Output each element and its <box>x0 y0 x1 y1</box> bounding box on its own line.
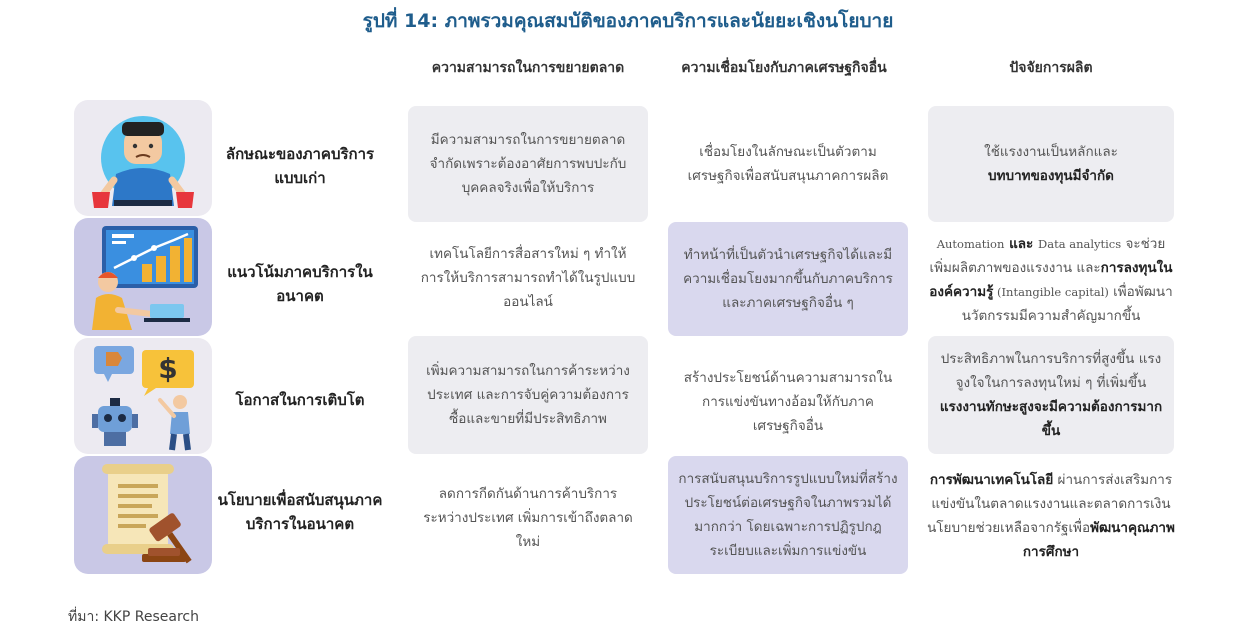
service-worker-icon <box>74 100 212 216</box>
column-header-linkage: ความเชื่อมโยงกับภาคเศรษฐกิจอื่น <box>681 60 887 76</box>
row-label-growth-opportunity: โอกาสในการเติบโต <box>235 391 365 409</box>
cell-text-rich <box>926 468 1176 564</box>
column-header-production: ปัจจัยการผลิต <box>1009 60 1093 76</box>
cell-text: การสนับสนุนบริการรูปแบบใหม่ที่สร้างประโยชน์ต่อเศรษฐกิจในภาพรวมได้มากกว่า โดยเฉพาะการปฏิรูปกฎระเบียบและเพิ่มการแข่งขัน <box>678 471 898 559</box>
cell-old-market <box>408 106 648 222</box>
cell-text-bold: การลงทุนในองค์ความรู้ <box>929 260 1173 300</box>
row-label-future-trend: แนวโน้มภาคบริการในอนาคต <box>227 263 373 305</box>
row-label-policy: นโยบายเพื่อสนับสนุนภาคบริการในอนาคต <box>217 491 383 533</box>
cell-future-market <box>408 232 648 324</box>
cell-term: Automation <box>936 237 1005 251</box>
cell-text-bold: บทบาทของทุนมีจำกัด <box>988 168 1114 184</box>
cell-future-production <box>922 226 1180 334</box>
cell-policy-market <box>408 472 648 564</box>
cell-text: เพิ่มความสามารถในการค้าระหว่างประเทศ และการจับคู่ความต้องการซื้อและขายที่มีประสิทธิภาพ <box>426 363 630 427</box>
cell-text: ทำหน้าที่เป็นตัวนำเศรษฐกิจได้และมีความเชื่อมโยงมากขึ้นกับภาคบริการและภาคเศรษฐกิจอื่น ๆ <box>683 247 893 311</box>
cell-text: ใช้แรงงานเป็นหลักและ <box>984 144 1118 160</box>
cell-text: เชื่อมโยงในลักษณะเป็นตัวตามเศรษฐกิจเพื่อสนับสนุนภาคการผลิต <box>687 144 889 184</box>
cell-text: ลดการกีดกันด้านการค้าบริการระหว่างประเทศ เพิ่มการเข้าถึงตลาดใหม่ <box>423 486 633 550</box>
cell-text-rich <box>926 232 1176 328</box>
cell-text: สร้างประโยชน์ด้านความสามารถในการแข่งขันทางอ้อมให้กับภาคเศรษฐกิจอื่น <box>683 370 893 434</box>
cell-growth-linkage <box>668 356 908 448</box>
cell-growth-production <box>928 336 1174 454</box>
cell-old-production <box>928 106 1174 222</box>
cell-text: ประสิทธิภาพในการบริการที่สูงขึ้น แรงจูงใจในการลงทุนใหม่ ๆ ที่เพิ่มขึ้น <box>940 351 1162 391</box>
cell-conj: และ <box>1004 236 1038 252</box>
cell-text-bold: การพัฒนาเทคโนโลยี <box>929 472 1054 488</box>
policy-gavel-icon <box>74 456 212 574</box>
cell-growth-market <box>408 336 648 454</box>
svg-text:$: $ <box>158 352 178 385</box>
cell-text: เทคโนโลยีการสื่อสารใหม่ ๆ ทำให้การให้บริการสามารถทำได้ในรูปแบบออนไลน์ <box>420 246 636 310</box>
cell-term: Data analytics <box>1038 237 1122 251</box>
cell-term: (Intangible capital) <box>993 285 1109 299</box>
cell-text-bold: แรงงานทักษะสูงจะมีความต้องการมากขึ้น <box>939 399 1163 439</box>
cell-policy-production <box>922 462 1180 570</box>
cell-text: ผ่านการส่งเสริมการแข่งขันในตลาดแรงงานและตลาดการเงิน นโยบายช่วยเหลือจากรัฐเพื่อ <box>927 472 1173 536</box>
cell-text: จะช่วยเพิ่มผลิตภาพของแรงงาน และ <box>929 236 1166 276</box>
cell-future-linkage <box>668 222 908 336</box>
figure-title: รูปที่ 14: ภาพรวมคุณสมบัติของภาคบริการและนัยยะเชิงนโยบาย <box>362 10 894 32</box>
cell-text: เพื่อพัฒนานวัตกรรมมีความสำคัญมากขึ้น <box>961 284 1173 324</box>
row-label-old-services: ลักษณะของภาคบริการแบบเก่า <box>225 145 375 187</box>
growth-chart-icon <box>74 218 212 336</box>
robot-trade-icon <box>74 338 212 454</box>
cell-old-linkage <box>670 118 906 210</box>
source-note: ที่มา: KKP Research <box>68 609 199 625</box>
cell-policy-linkage <box>668 456 908 574</box>
cell-text: มีความสามารถในการขยายตลาดจำกัดเพราะต้องอาศัยการพบปะกับบุคคลจริงเพื่อให้บริการ <box>429 132 627 196</box>
cell-text-bold: พัฒนาคุณภาพการศึกษา <box>1022 520 1175 560</box>
column-header-market: ความสามารถในการขยายตลาด <box>431 60 625 76</box>
cell-text-rich <box>936 347 1166 443</box>
